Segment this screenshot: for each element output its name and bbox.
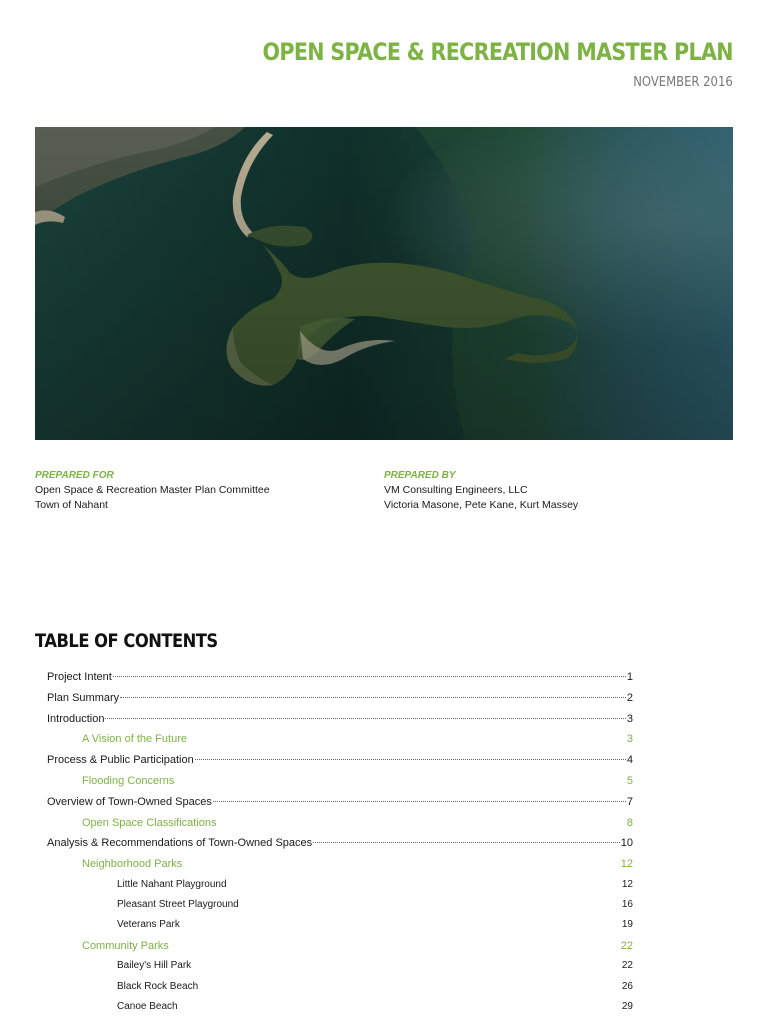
- toc-entry-label: Process & Public Participation: [47, 754, 194, 767]
- toc-entry-page: 2: [626, 691, 633, 704]
- toc-entry[interactable]: [35, 775, 633, 796]
- toc-leader-dots: [105, 718, 625, 719]
- toc-entry-page: 29: [621, 1000, 633, 1012]
- prepared-for-block: [35, 468, 270, 513]
- prepared-by-line1: VM Consulting Engineers, LLC: [384, 484, 528, 496]
- toc-entry[interactable]: [35, 692, 633, 713]
- toc-entry-label: A Vision of the Future: [82, 733, 187, 746]
- toc-entry[interactable]: [35, 879, 633, 899]
- prepared-by-line2: Victoria Masone, Pete Kane, Kurt Massey: [384, 499, 579, 511]
- toc-entry-label: Pleasant Street Playground: [117, 899, 239, 911]
- prepared-for-line2: Town of Nahant: [35, 499, 108, 511]
- toc-entry-label: Introduction: [47, 712, 105, 725]
- toc-entry-label: Community Parks: [82, 939, 169, 952]
- toc-entry-page: 5: [626, 774, 633, 787]
- toc-entry-page: 12: [621, 878, 633, 890]
- toc-entry[interactable]: [35, 671, 633, 692]
- toc-entry[interactable]: [35, 940, 633, 961]
- prepared-for-line1: Open Space & Recreation Master Plan Committee: [35, 484, 270, 496]
- toc-entry-label: Little Nahant Playground: [117, 878, 227, 890]
- toc-entry-page: 10: [620, 837, 633, 850]
- toc-entry-label: Plan Summary: [47, 691, 120, 704]
- document-date: NOVEMBER 2016: [633, 74, 733, 90]
- toc-entry[interactable]: [35, 713, 633, 734]
- toc-leader-dots: [113, 676, 626, 677]
- toc-leader-dots: [195, 759, 626, 760]
- prepared-by-block: [384, 468, 578, 513]
- toc-entry[interactable]: [35, 981, 633, 1001]
- toc-entry-label: Flooding Concerns: [82, 774, 175, 787]
- toc-entry-page: 26: [621, 980, 633, 992]
- toc-entry[interactable]: [35, 960, 633, 980]
- prepared-by-label: PREPARED BY: [384, 470, 456, 481]
- toc-entry-page: 8: [626, 816, 633, 829]
- toc-leader-dots: [120, 697, 626, 698]
- aerial-photo: [35, 127, 733, 440]
- toc-entry-label: Neighborhood Parks: [82, 858, 183, 871]
- toc-entry-label: Veterans Park: [117, 919, 180, 931]
- toc-entry-page: 1: [626, 671, 633, 683]
- toc-entry-page: 4: [626, 754, 633, 767]
- toc-entry[interactable]: [35, 899, 633, 919]
- toc-entry[interactable]: [35, 754, 633, 775]
- toc-entry[interactable]: [35, 796, 633, 817]
- toc-leader-dots: [213, 801, 626, 802]
- toc-entry[interactable]: [35, 733, 633, 754]
- document-title: OPEN SPACE & RECREATION MASTER PLAN: [262, 38, 733, 66]
- toc-entry[interactable]: [35, 919, 633, 939]
- toc-entry-label: Project Intent: [47, 671, 112, 683]
- toc-leader-dots: [313, 842, 620, 843]
- toc-entry-page: 19: [621, 919, 633, 931]
- toc-entry[interactable]: [35, 837, 633, 858]
- toc-entry-page: 22: [620, 939, 633, 952]
- toc-entry-page: 7: [626, 795, 633, 808]
- toc-entry-label: Analysis & Recommendations of Town-Owned Spaces: [47, 837, 313, 850]
- toc-entry-page: 3: [626, 712, 633, 725]
- toc-entry[interactable]: [35, 858, 633, 879]
- prepared-for-label: PREPARED FOR: [35, 470, 114, 481]
- toc-entry[interactable]: [35, 1001, 633, 1021]
- toc-title: TABLE OF CONTENTS: [35, 630, 218, 652]
- toc-entry-label: Canoe Beach: [117, 1000, 178, 1012]
- toc-entry-label: Open Space Classifications: [82, 816, 217, 829]
- toc-entry-page: 16: [621, 899, 633, 911]
- toc-entry-label: Black Rock Beach: [117, 980, 199, 992]
- toc-entry-page: 12: [620, 858, 633, 871]
- toc-entry-page: 3: [626, 733, 633, 746]
- table-of-contents: [35, 671, 633, 1021]
- toc-entry-page: 22: [621, 960, 633, 972]
- toc-entry[interactable]: [35, 817, 633, 838]
- toc-entry-label: Bailey's Hill Park: [117, 960, 192, 972]
- toc-entry-label: Overview of Town-Owned Spaces: [47, 795, 212, 808]
